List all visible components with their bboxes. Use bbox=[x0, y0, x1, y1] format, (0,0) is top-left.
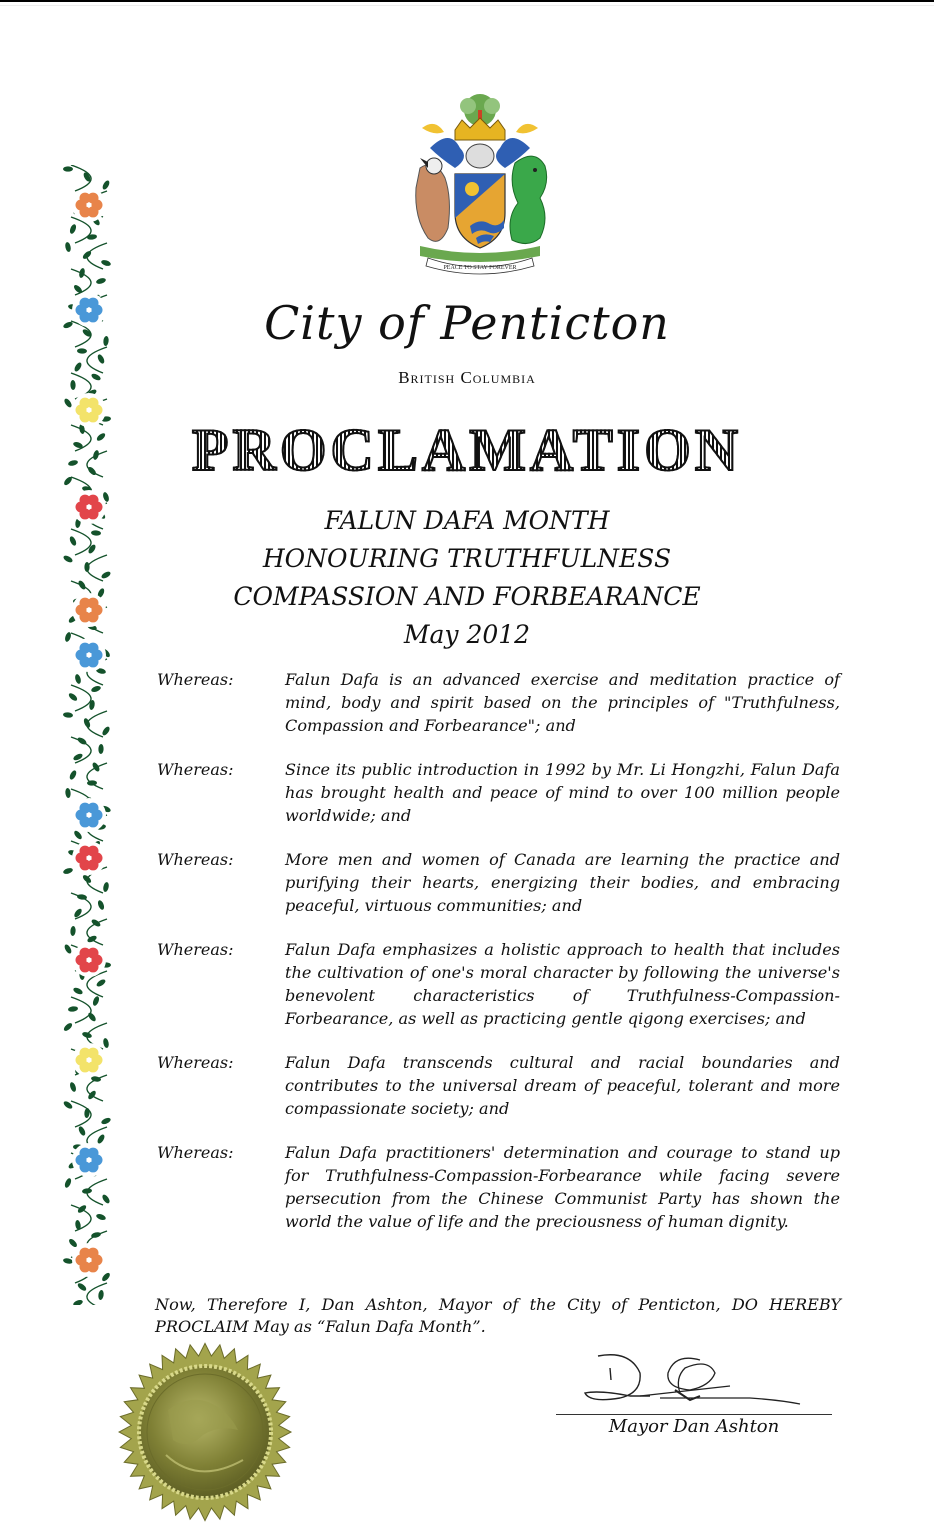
whereas-clause bbox=[157, 758, 842, 827]
subtitle-line: COMPASSION AND FORBEARANCE bbox=[233, 582, 701, 611]
crest-bird-supporter bbox=[416, 165, 450, 242]
flower-center bbox=[87, 408, 92, 413]
flower-center bbox=[87, 958, 92, 963]
whereas-clause bbox=[157, 668, 842, 737]
whereas-clause bbox=[157, 938, 842, 1030]
vine-leaf bbox=[102, 882, 109, 893]
flower-petal bbox=[88, 1048, 99, 1059]
clause-text: Falun Dafa practitioners' determination and courage to stand up for Truthfulness-Compassion-Forbearance while facing severe persecution from the Chinese Communist Party has shown the world the value of life and the preciousness of human dignity. bbox=[285, 1143, 840, 1231]
top-edge-rule-faint bbox=[0, 5, 934, 6]
flower-center bbox=[87, 1058, 92, 1063]
flower-petal bbox=[88, 803, 99, 814]
flower-center bbox=[87, 1258, 92, 1263]
proclamation-subtitle bbox=[0, 502, 934, 654]
clause-text: Falun Dafa is an advanced exercise and meditation practice of mind, body and spirit based on the principles of "Truthfulness, Compassion and Forbearance"; and bbox=[285, 670, 840, 735]
clause-label: Whereas: bbox=[157, 940, 234, 959]
vine-leaf bbox=[77, 1125, 86, 1136]
vine-leaf bbox=[97, 899, 106, 910]
vine-leaf bbox=[100, 1117, 111, 1126]
flower-petal bbox=[88, 398, 99, 409]
vine-leaf bbox=[100, 259, 111, 267]
vine-leaf bbox=[98, 744, 104, 754]
vine-leaf bbox=[78, 268, 85, 279]
clause-label: Whereas: bbox=[157, 670, 234, 689]
vine-leaf bbox=[82, 1188, 92, 1194]
vine-leaf bbox=[73, 829, 83, 840]
flower-petal bbox=[88, 1248, 99, 1259]
vine-leaf bbox=[74, 673, 82, 684]
city-crest-logo bbox=[400, 88, 560, 278]
clause-label: Whereas: bbox=[157, 760, 234, 779]
crest-crown bbox=[455, 118, 505, 140]
vine-stroke bbox=[87, 1283, 107, 1305]
top-edge-rule bbox=[0, 0, 934, 2]
proclamation-date: May 2012 bbox=[403, 620, 531, 649]
proclamation-resolution: Now, Therefore I, Dan Ashton, Mayor of the City of Penticton, DO HEREBY PROCLAIM May as “Falun Dafa Month”. bbox=[155, 1295, 841, 1336]
vine-leaf bbox=[68, 769, 77, 780]
vine-leaf bbox=[98, 1290, 105, 1301]
vine-leaf bbox=[91, 761, 101, 772]
signer-name: Mayor Dan Ashton bbox=[608, 1416, 780, 1437]
vine-leaf bbox=[92, 995, 101, 1006]
proclamation-title bbox=[0, 418, 934, 482]
vine-leaf bbox=[87, 1011, 97, 1022]
proclamation-title-text: PROCLAMATION bbox=[191, 417, 743, 483]
vine-leaf bbox=[64, 242, 71, 253]
vine-leaf bbox=[70, 926, 76, 936]
flower-center bbox=[87, 813, 92, 818]
vine-leaf bbox=[101, 725, 111, 736]
vine-leaf bbox=[67, 692, 78, 702]
vine-leaf bbox=[69, 223, 78, 234]
clause-text: More men and women of Canada are learning the practice and purifying their hearts, energizing their bodies, and embracing peaceful, virtuous communities; and bbox=[285, 850, 840, 915]
gold-seal bbox=[118, 1340, 293, 1525]
vine-leaf bbox=[63, 712, 73, 718]
clause-label: Whereas: bbox=[157, 1143, 234, 1162]
flower-center bbox=[87, 856, 92, 861]
flower-petal bbox=[88, 846, 99, 857]
vine-leaf bbox=[101, 1193, 111, 1204]
vine-leaf bbox=[101, 179, 111, 190]
vine-leaf bbox=[95, 1213, 106, 1221]
flower-center bbox=[87, 203, 92, 208]
vine-leaf bbox=[76, 1204, 87, 1214]
vine-stroke bbox=[87, 243, 107, 269]
vine-leaf bbox=[95, 277, 106, 285]
vine-leaf bbox=[96, 1133, 106, 1144]
vine-leaf bbox=[102, 1038, 109, 1049]
flower-petal bbox=[88, 193, 99, 204]
subtitle-line: HONOURING TRUTHFULNESS bbox=[262, 544, 672, 573]
crest-dragon-supporter bbox=[510, 156, 547, 243]
vine-leaf bbox=[65, 788, 71, 798]
vine-leaf bbox=[84, 1108, 90, 1118]
vine-leaf bbox=[96, 353, 105, 364]
signature-line bbox=[556, 1414, 832, 1415]
vine-leaf bbox=[63, 1257, 74, 1264]
vine-leaf bbox=[68, 1238, 79, 1249]
subtitle-line: FALUN DAFA MONTH bbox=[324, 506, 610, 535]
vine-leaf bbox=[63, 397, 73, 408]
vine-leaf bbox=[101, 1272, 112, 1283]
vine-leaf bbox=[72, 1299, 83, 1305]
clause-label: Whereas: bbox=[157, 1053, 234, 1072]
flower-center bbox=[87, 1158, 92, 1163]
whereas-clause bbox=[157, 1141, 842, 1233]
whereas-clause bbox=[157, 1051, 842, 1120]
crest-motto: PEACE TO STAY FOREVER bbox=[443, 265, 517, 271]
vine-leaf bbox=[90, 685, 101, 693]
vine-leaf bbox=[87, 234, 98, 241]
flower-petal bbox=[88, 1148, 99, 1159]
clause-text: Falun Dafa emphasizes a holistic approach to health that includes the cultivation of one's moral character by following the universe's benevolent characteristics of Truthfulness-Compassion-Forbearance, as well as practicing gentle qigong exercises; and bbox=[285, 940, 840, 1028]
vine-leaf bbox=[63, 1022, 74, 1033]
vine-leaf bbox=[63, 166, 73, 171]
vine-leaf bbox=[64, 1177, 73, 1188]
clause-text: Falun Dafa transcends cultural and racial boundaries and contributes to the universal dream of peaceful, tolerant and more compassionate society; and bbox=[285, 1053, 840, 1118]
vine-leaf bbox=[68, 1006, 79, 1013]
whereas-clauses bbox=[157, 668, 842, 1254]
vine-leaf bbox=[95, 978, 106, 988]
vine-leaf bbox=[72, 986, 83, 995]
vine-leaf bbox=[76, 1282, 87, 1292]
whereas-clause bbox=[157, 848, 842, 917]
vine-leaf bbox=[69, 1081, 77, 1092]
flower-petal bbox=[88, 948, 99, 959]
province-name: British Columbia bbox=[398, 368, 536, 387]
clause-text: Since its public introduction in 1992 by Mr. Li Hongzhi, Falun Dafa has brought health and peace of mind to over 100 million people worldwide; and bbox=[285, 760, 840, 825]
clause-label: Whereas: bbox=[157, 850, 234, 869]
city-name: City of Penticton bbox=[264, 296, 670, 350]
vine-leaf bbox=[62, 867, 73, 875]
vine-leaf bbox=[87, 1089, 97, 1100]
mayor-signature bbox=[580, 1348, 810, 1410]
